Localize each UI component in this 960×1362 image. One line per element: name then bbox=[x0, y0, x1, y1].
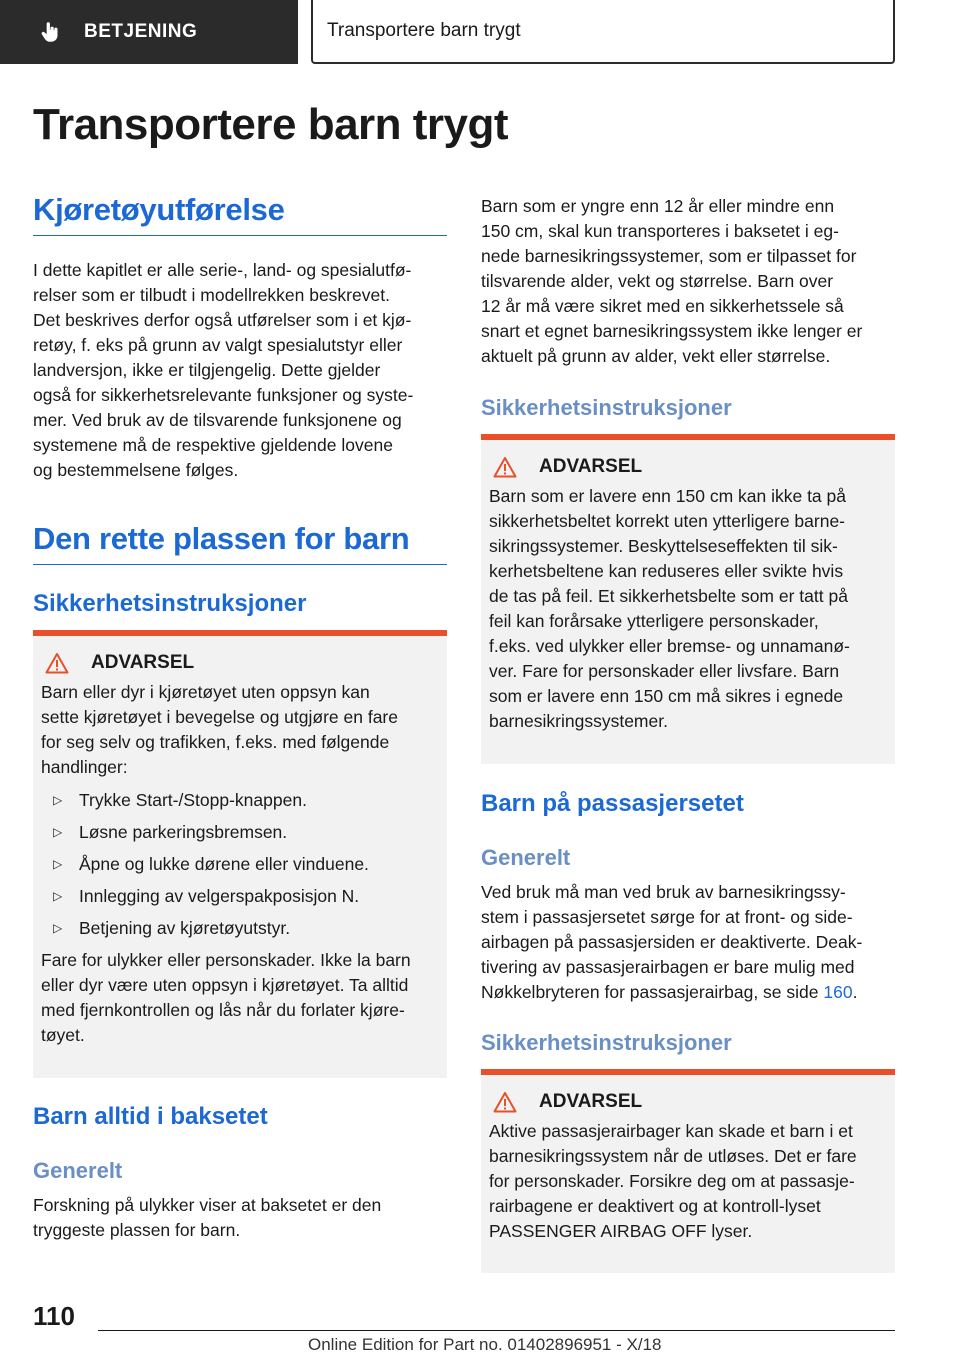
warning-title: ADVARSEL bbox=[539, 456, 643, 477]
heading-general: Generelt bbox=[33, 1158, 123, 1183]
warning-triangle-icon bbox=[45, 652, 69, 674]
warning-triangle-icon bbox=[493, 456, 517, 478]
page-title: Transportere barn trygt bbox=[33, 100, 509, 149]
section-tab bbox=[0, 0, 298, 64]
warning-text: Barn som er lavere enn 150 cm kan ikke ta på sikkerhetsbeltet korrekt uten ytterligere barne- sikringssystemer. Beskyttelseseffekten til sik- kerhetsbeltene kan reduseres eller svikte hvis de tas på feil. Et sikkerhetsbelte som er tatt på feil kan forårsake ytterligere personskader, f.eks. ved ulykker eller bremse- og unnamanø- ver. Fare for personskader eller livsfare. Barn som er lavere enn 150 cm må sikres i egnede barnesikringssystemer. bbox=[489, 486, 850, 731]
warning-intro: Barn eller dyr i kjøretøyet uten oppsyn kan sette kjøretøyet i bevegelse og utgjøre en fare for seg selv og trafikken, f.eks. med følgende handlinger: bbox=[41, 682, 398, 777]
warning-box-unattended bbox=[33, 630, 447, 1078]
bullet-triangle-icon: ▷ bbox=[53, 793, 63, 807]
edition-text: Online Edition for Part no. 01402896951 - X/18 bbox=[308, 1335, 662, 1354]
hand-pointer-icon bbox=[38, 19, 64, 45]
bullet-triangle-icon: ▷ bbox=[53, 857, 63, 871]
page-reference-link[interactable]: 160 bbox=[823, 982, 853, 1002]
heading-backseat: Barn alltid i baksetet bbox=[33, 1103, 268, 1130]
warning-text: Aktive passasjerairbager kan skade et barn i et barnesikringssystem når de utløses. Det er fare for personskader. Forsikre deg om at passasje- rairbagene er deaktivert og at kontroll-lyset PASSENGER AIRBAG OFF lyser. bbox=[489, 1121, 857, 1241]
warning-header bbox=[489, 1091, 887, 1113]
list-item: ▷ Åpne og lukke dørene eller vinduene. bbox=[53, 853, 369, 874]
list-item: ▷ Løsne parkeringsbremsen. bbox=[53, 821, 288, 842]
age-size-text: Barn som er yngre enn 12 år eller mindre enn 150 cm, skal kun transporteres i baksetet i eg- nede barnesikringssystemer, som er tilpasset for tilsvarende alder, vekt og størrelse. Barn over 12 år må være sikret med en sikkerhetssele så snart et egnet barnesikringssystem ikke lenger er aktuelt på grunn av alder, vekt eller størrelse. bbox=[481, 196, 863, 366]
passenger-general-text: Ved bruk må man ved bruk av barnesikringssy- stem i passasjersetet sørge for at front- og side- airbagen på passasjersiden er deaktiverte. Deak- tivering av passasjerairbagen er bare mulig med Nøkkelbryteren for passasjerairbag, se side 160. bbox=[481, 882, 863, 1002]
footer-divider bbox=[98, 1330, 895, 1331]
warning-outro: Fare for ulykker eller personskader. Ikke la barn eller dyr være uten oppsyn i kjøretøyet. Ta alltid med fjernkontrollen og lås når du forlater kjøre- tøyet. bbox=[41, 950, 411, 1045]
heading-general: Generelt bbox=[481, 845, 571, 870]
bullet-triangle-icon: ▷ bbox=[53, 921, 63, 935]
heading-safety-instructions: Sikkerhetsinstruksjoner bbox=[33, 590, 307, 617]
heading-vehicle-version: Kjøretøyutførelse bbox=[33, 192, 447, 236]
warning-action-list bbox=[41, 784, 439, 944]
general-text: Forskning på ulykker viser at baksetet er den tryggeste plassen for barn. bbox=[33, 1195, 382, 1240]
warning-header bbox=[41, 652, 439, 674]
chapter-title: Transportere barn trygt bbox=[327, 20, 521, 41]
warning-box-seatbelt bbox=[481, 434, 895, 764]
heading-right-place: Den rette plassen for barn bbox=[33, 521, 447, 565]
bullet-triangle-icon: ▷ bbox=[53, 825, 63, 839]
warning-title: ADVARSEL bbox=[539, 1091, 643, 1112]
bullet-triangle-icon: ▷ bbox=[53, 889, 63, 903]
page-number: 110 bbox=[33, 1301, 75, 1331]
heading-safety-instructions-2: Sikkerhetsinstruksjoner bbox=[481, 1030, 732, 1055]
chapter-header bbox=[311, 0, 895, 64]
heading-safety-instructions-1: Sikkerhetsinstruksjoner bbox=[481, 395, 732, 420]
heading-passenger-seat: Barn på passasjersetet bbox=[481, 790, 744, 817]
list-item: ▷ Innlegging av velgerspakposisjon N. bbox=[53, 885, 360, 906]
warning-triangle-icon bbox=[493, 1091, 517, 1113]
warning-box-airbag bbox=[481, 1069, 895, 1273]
warning-title: ADVARSEL bbox=[91, 652, 195, 673]
section-label: BETJENING bbox=[84, 21, 198, 42]
warning-header bbox=[489, 456, 887, 478]
vehicle-version-text: I dette kapitlet er alle serie-, land- og spesialutfø- relser som er tilbudt i modellrekken beskrevet. Det beskrives derfor også utførelser som i et kjø- retøy, f. eks på grunn av valgt spesialutstyr eller landversjon, ikke er tilgjengelig. Dette gjelder også for sikkerhetsrelevante funksjoner og syste- mer. Ved bruk av de tilsvarende funksjonene og systemene må de respektive gjeldende lovene og bestemmelsene følges. bbox=[33, 260, 414, 480]
list-item: ▷ Trykke Start-/Stopp-knappen. bbox=[53, 789, 307, 810]
list-item: ▷ Betjening av kjøretøyutstyr. bbox=[53, 917, 291, 938]
